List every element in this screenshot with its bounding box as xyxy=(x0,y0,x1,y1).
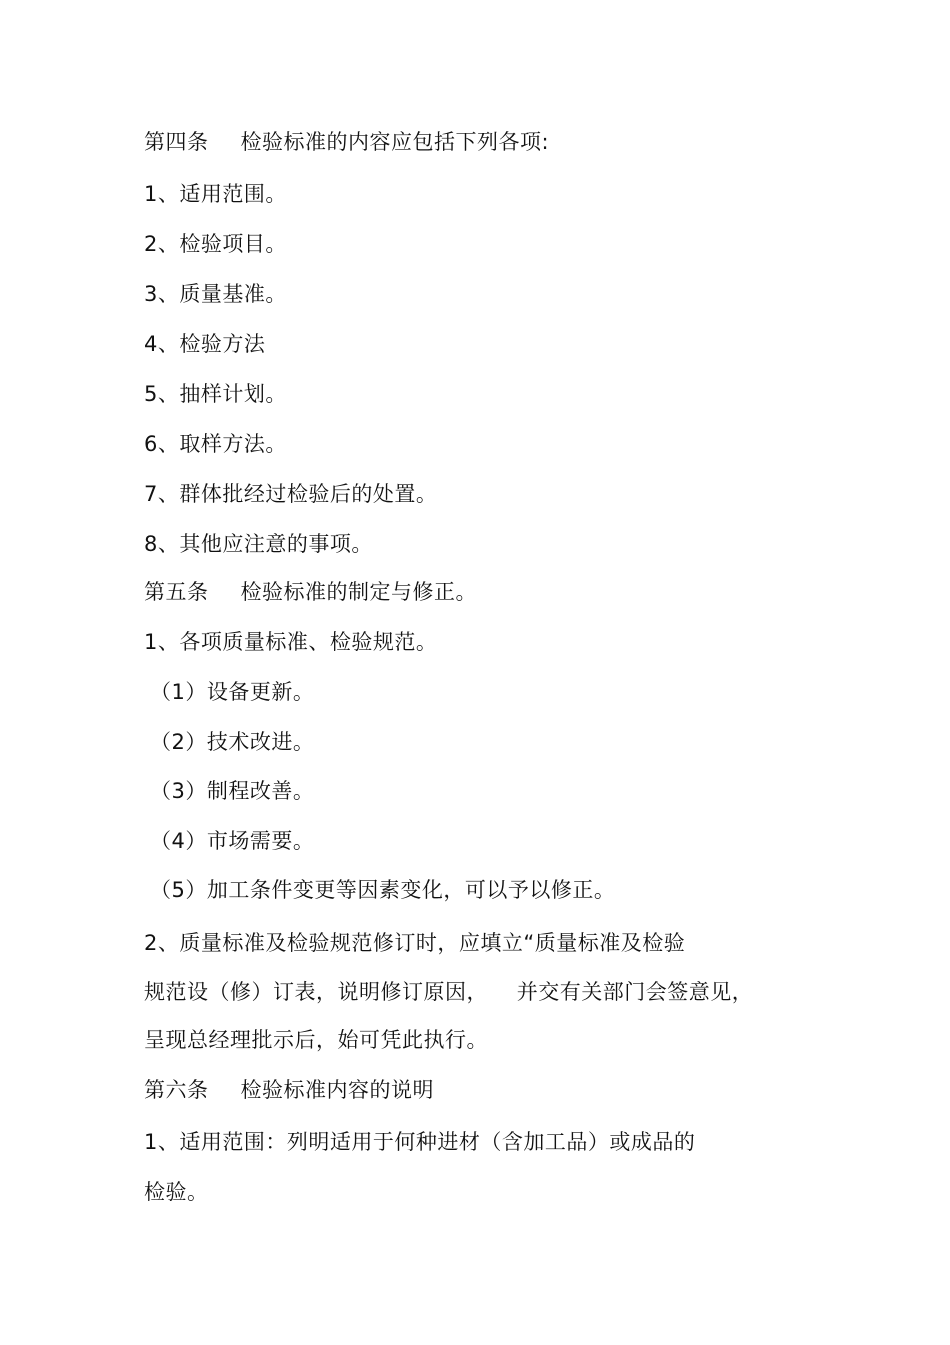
sub-list-item: （2）技术改进。 xyxy=(150,730,315,754)
article-title: 检验标准的制定与修正。 xyxy=(240,580,477,604)
list-item: 3、质量基准。 xyxy=(144,282,287,306)
sub-list-item: （1）设备更新。 xyxy=(150,680,315,704)
list-item: 1、适用范围。 xyxy=(144,182,287,206)
list-item: 2、检验项目。 xyxy=(144,232,287,256)
list-item: 8、其他应注意的事项。 xyxy=(144,532,373,556)
article-number: 第四条 xyxy=(144,130,209,154)
list-item: 5、抽样计划。 xyxy=(144,382,287,406)
paragraph-line: 呈现总经理批示后，始可凭此执行。 xyxy=(144,1028,488,1052)
paragraph-line: 规范设（修）订表，说明修订原因， 并交有关部门会签意见， xyxy=(144,980,754,1004)
sub-list-item: （5）加工条件变更等因素变化，可以予以修正。 xyxy=(150,878,616,902)
paragraph-line: 检验。 xyxy=(144,1180,209,1204)
sub-list-item: （3）制程改善。 xyxy=(150,779,315,803)
list-item: 4、检验方法 xyxy=(144,332,266,356)
list-item: 1、各项质量标准、检验规范。 xyxy=(144,630,438,654)
paragraph-line: 2、质量标准及检验规范修订时，应填立“质量标准及检验 xyxy=(144,931,686,955)
article-5-heading xyxy=(144,578,477,606)
list-item: 6、取样方法。 xyxy=(144,432,287,456)
article-number: 第五条 xyxy=(144,580,209,604)
paragraph-line: 1、适用范围：列明适用于何种进材（含加工品）或成品的 xyxy=(144,1130,696,1154)
sub-list-item: （4）市场需要。 xyxy=(150,829,315,853)
article-number: 第六条 xyxy=(144,1078,209,1102)
article-title: 检验标准的内容应包括下列各项: xyxy=(240,130,550,154)
article-title: 检验标准内容的说明 xyxy=(240,1078,434,1102)
list-item: 7、群体批经过检验后的处置。 xyxy=(144,482,438,506)
article-4-heading xyxy=(144,128,549,156)
article-6-heading xyxy=(144,1076,434,1104)
